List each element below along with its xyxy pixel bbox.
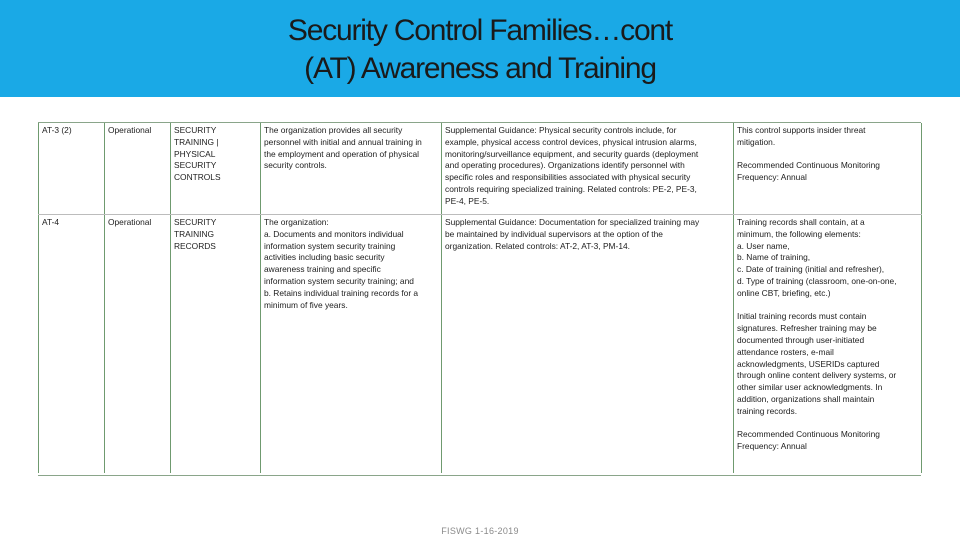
cell-text-line: awareness training and specific (264, 264, 381, 275)
control-class-cell: Operational (105, 215, 171, 474)
cell-text-line: Supplemental Guidance: Documentation for specialized training may (445, 217, 700, 227)
notes-cell (734, 215, 922, 474)
controls-table-image (38, 122, 921, 476)
cell-text-line: SECURITY (174, 160, 217, 171)
cell-text-line: TRAINING (174, 228, 215, 239)
cell-text-line: controls requiring specialized training. Related controls: PE-2, PE-3, (445, 183, 697, 194)
table-row (39, 215, 922, 474)
cell-text-line: and operating procedures). Organizations identify personnel with (445, 160, 685, 171)
cell-text-line: SECURITY (174, 125, 217, 135)
control-name-cell (171, 215, 261, 474)
cell-text-line: Recommended Continuous Monitoring (737, 160, 880, 171)
title-line-2: (AT) Awareness and Training (304, 52, 656, 85)
control-id-cell: AT-4 (39, 215, 105, 474)
cell-text-line: CONTROLS (174, 172, 221, 183)
cell-text-line: other similar user acknowledgments. In (737, 382, 883, 393)
cell-text-line: information system security training; and (264, 275, 414, 286)
control-class-cell: Operational (105, 123, 171, 215)
control-description-cell (261, 215, 442, 474)
cell-text-line: PHYSICAL (174, 148, 216, 159)
cell-text-line: Initial training records must contain (737, 311, 867, 322)
cell-text-line: RECORDS (174, 240, 216, 251)
cell-text-line: c. Date of training (initial and refresher), (737, 264, 885, 275)
cell-text-line: personnel with initial and annual training in (264, 136, 422, 147)
cell-text-line: attendance rosters, e-mail (737, 346, 834, 357)
cell-text-line: minimum, the following elements: (737, 228, 861, 239)
cell-text-line: mitigation. (737, 136, 776, 147)
cell-text-line: d. Type of training (classroom, one-on-one, (737, 275, 897, 286)
cell-text-line: TRAINING | (174, 136, 219, 147)
slide-title (0, 12, 960, 88)
control-name-cell (171, 123, 261, 215)
notes-paragraph (737, 311, 919, 417)
cell-text-line: SECURITY (174, 217, 217, 227)
notes-paragraph (737, 160, 919, 184)
cell-text-line: a. Documents and monitors individual (264, 228, 404, 239)
cell-text-line: Recommended Continuous Monitoring (737, 429, 880, 440)
supplemental-guidance-cell (442, 215, 734, 474)
title-line-1: Security Control Families…cont (287, 14, 673, 47)
cell-text-line: b. Name of training, (737, 252, 811, 263)
cell-text-line: Training records shall contain, at a (737, 217, 865, 227)
cell-text-line: Frequency: Annual (737, 172, 807, 183)
cell-text-line: example, physical access control devices, physical intrusion alarms, (445, 136, 697, 147)
control-id-cell: AT-3 (2) (39, 123, 105, 215)
cell-text-line: the employment and operation of physical (264, 148, 420, 159)
table-row (39, 123, 922, 215)
cell-text-line: documented through user-initiated (737, 334, 865, 345)
cell-text-line: information system security training (264, 240, 396, 251)
notes-paragraph (737, 429, 919, 453)
cell-text-line: organization. Related controls: AT-2, AT-3, PM-14. (445, 240, 630, 251)
notes-paragraph (737, 217, 919, 300)
cell-text-line: Supplemental Guidance: Physical security controls include, for (445, 125, 677, 135)
title-banner (0, 0, 960, 97)
cell-text-line: security controls. (264, 160, 327, 171)
cell-text-line: minimum of five years. (264, 299, 348, 310)
control-description-cell (261, 123, 442, 215)
cell-text-line: acknowledgments, USERIDs captured (737, 358, 880, 369)
supplemental-guidance-cell (442, 123, 734, 215)
footer-text: FISWG 1-16-2019 (441, 526, 519, 536)
cell-text-line: The organization: (264, 217, 329, 227)
cell-text-line: activities including basic security (264, 252, 385, 263)
cell-text-line: addition, organizations shall maintain (737, 393, 875, 404)
cell-text-line: a. User name, (737, 240, 790, 251)
cell-text-line: be maintained by individual supervisors at the option of the (445, 228, 663, 239)
cell-text-line: through online content delivery systems, or (737, 370, 897, 381)
cell-text-line: Frequency: Annual (737, 441, 807, 452)
cell-text-line: The organization provides all security (264, 125, 403, 135)
cell-text-line: signatures. Refresher training may be (737, 323, 877, 334)
cell-text-line: specific roles and responsibilities associated with physical security (445, 172, 691, 183)
cell-text-line: monitoring/surveillance equipment, and security guards (deployment (445, 148, 699, 159)
cell-text-line: online CBT, briefing, etc.) (737, 287, 831, 298)
cell-text-line: PE-4, PE-5. (445, 195, 490, 206)
cell-text-line: b. Retains individual training records for a (264, 287, 419, 298)
cell-text-line: training records. (737, 405, 798, 416)
cell-text-line: This control supports insider threat (737, 125, 866, 135)
notes-cell (734, 123, 922, 215)
controls-table (38, 123, 922, 473)
notes-paragraph (737, 125, 919, 149)
